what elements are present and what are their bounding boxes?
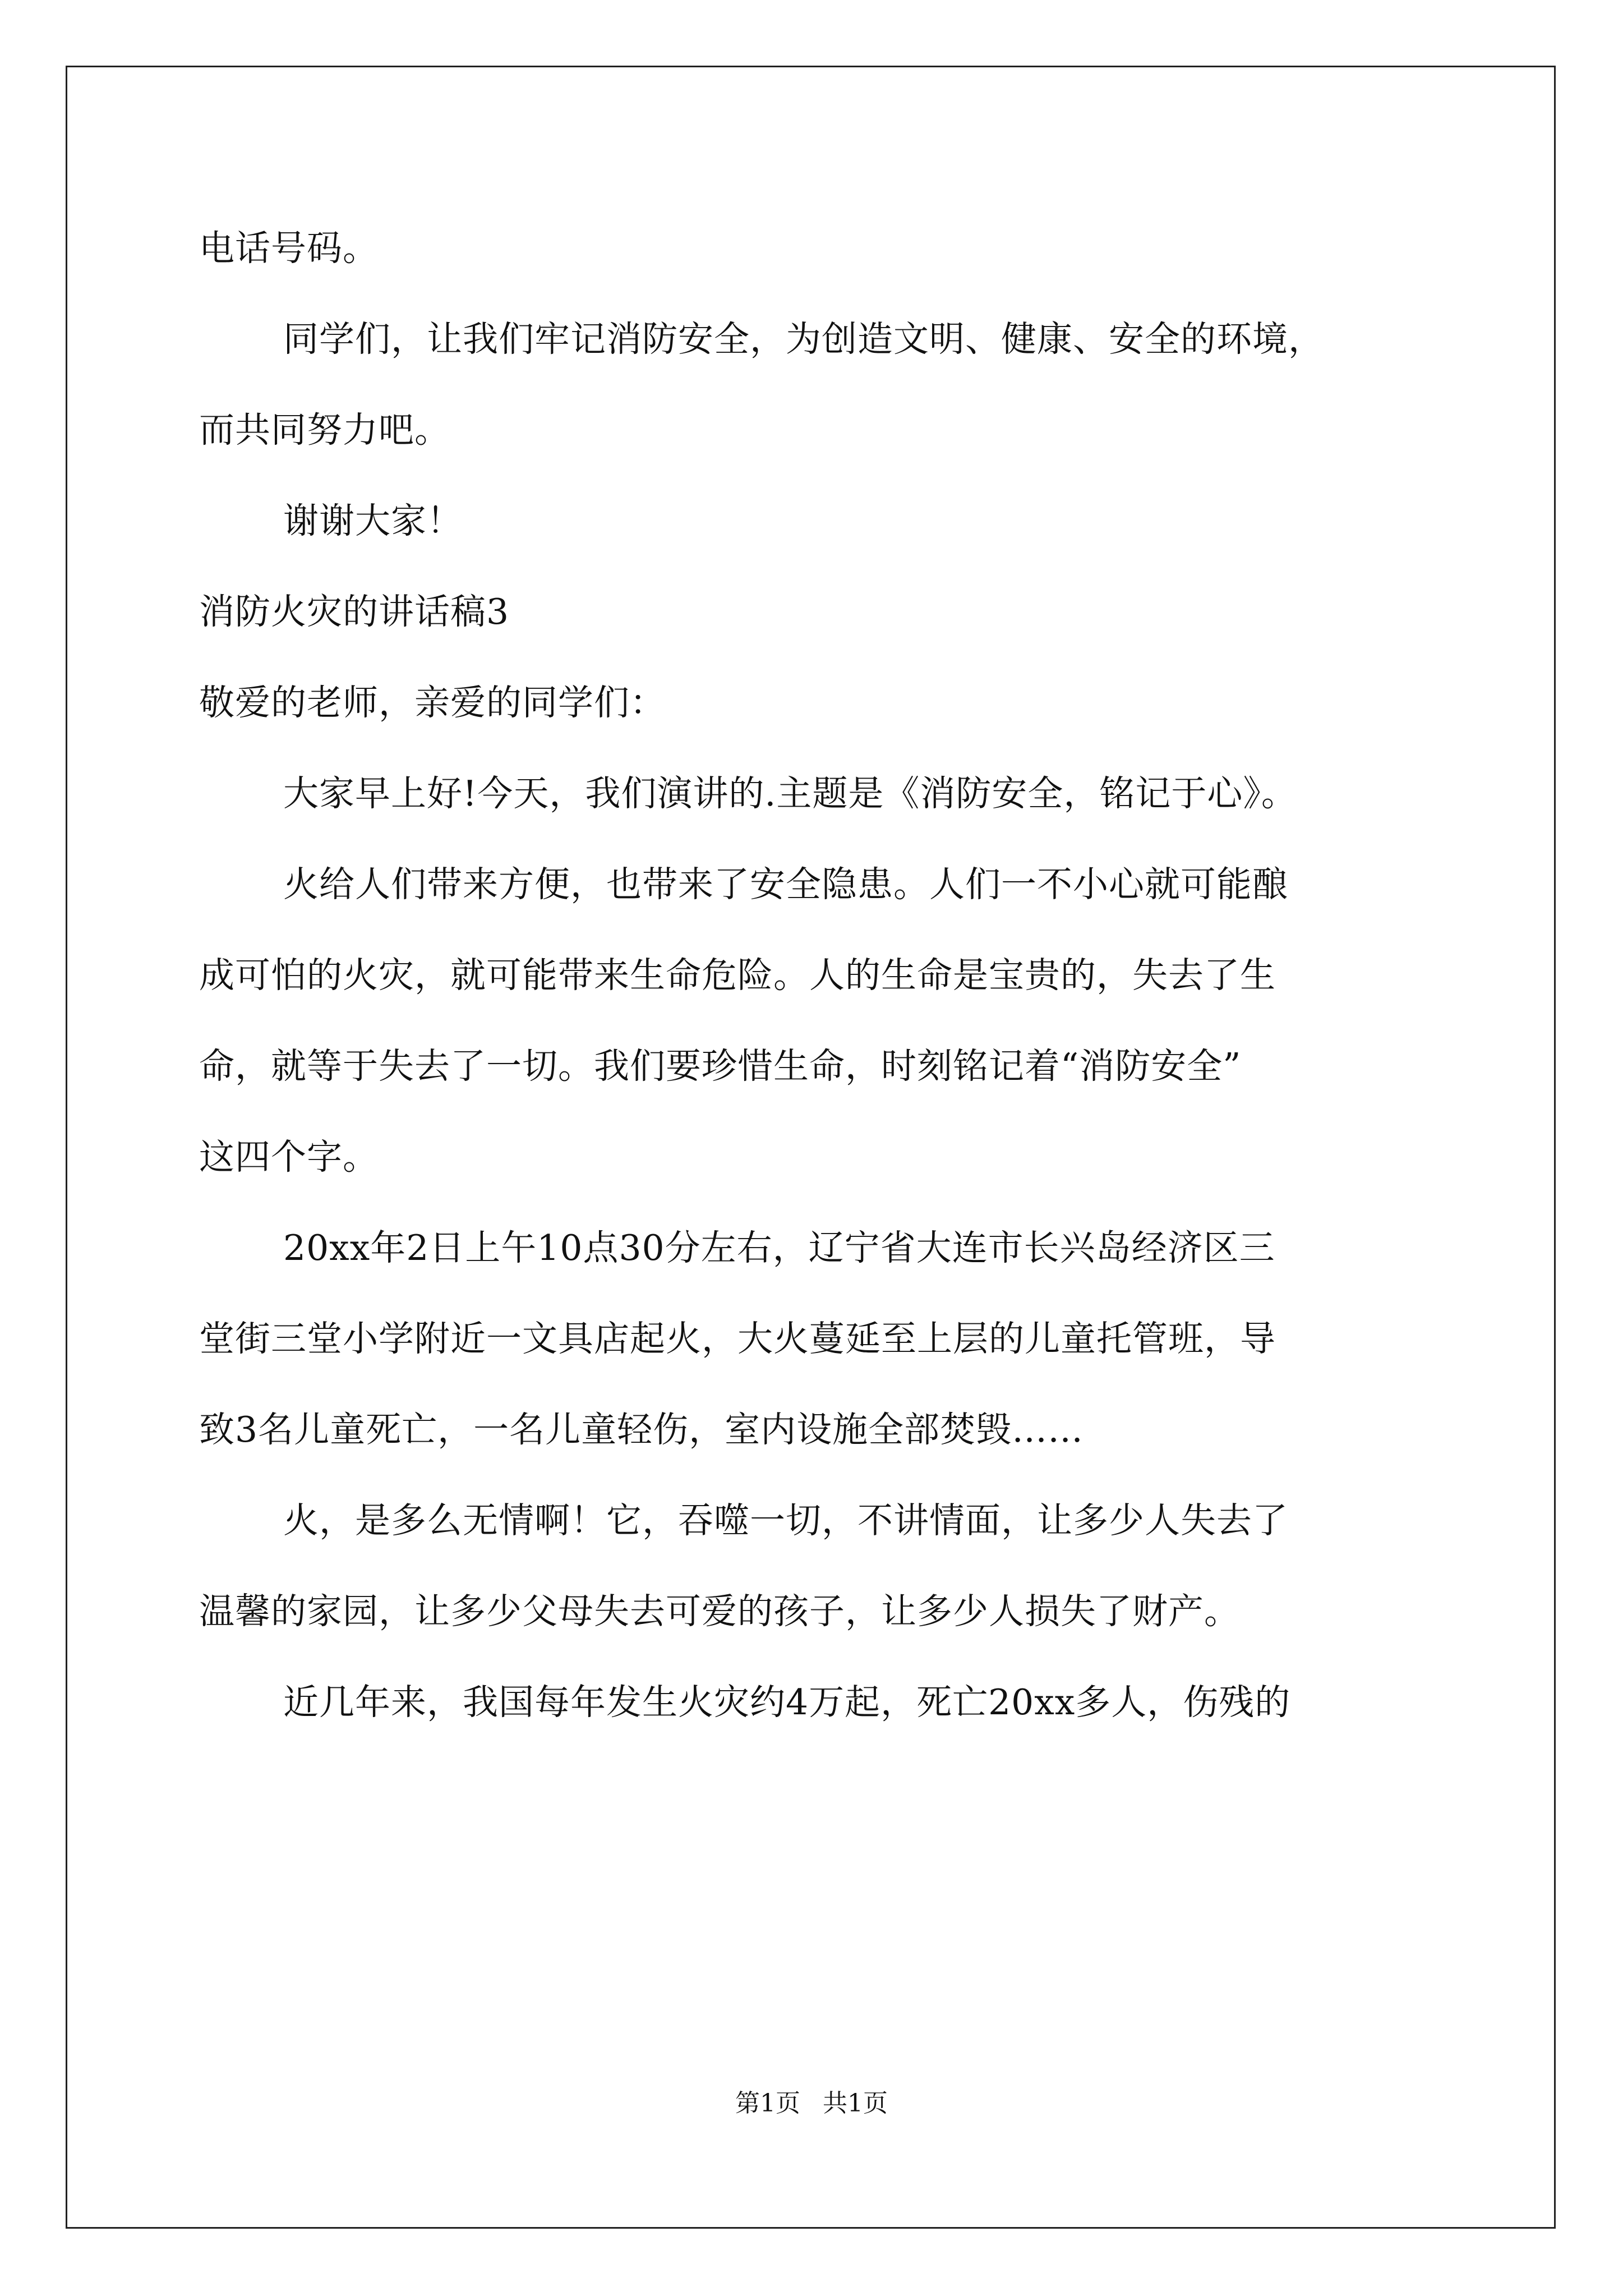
text-line-paragraph-start: 近几年来，我国每年发生火灾约4万起，死亡20xx多人，伤残的 [283,1682,1291,1723]
text-line: 成可怕的火灾，就可能带来生命危险。人的生命是宝贵的，失去了生 [199,955,1276,996]
text-line-paragraph-start: 同学们，让我们牢记消防安全，为创造文明、健康、安全的环境， [283,319,1324,360]
text-line-continuation: 电话号码。 [199,228,379,269]
page-footer [0,2087,1623,2120]
salutation: 敬爱的老师，亲爱的同学们： [199,682,666,723]
text-line: 而共同努力吧。 [199,409,450,450]
text-line-paragraph-start: 火，是多么无情啊！它，吞噬一切，不讲情面，让多少人失去了 [283,1500,1288,1541]
text-line: 堂街三堂小学附近一文具店起火，大火蔓延至上层的儿童托管班，导 [199,1318,1276,1359]
section-title: 消防火灾的讲话稿3 [199,591,510,632]
text-line: 这四个字。 [199,1137,379,1177]
page-total: 共1页 [823,2089,888,2118]
text-line: 致3名儿童死亡，一名儿童轻伤，室内设施全部焚毁…… [199,1409,1084,1450]
text-line-paragraph-start: 大家早上好!今天，我们演讲的.主题是《消防安全，铭记于心》。 [283,773,1297,814]
text-line-closing: 谢谢大家！ [283,500,463,541]
text-line-paragraph-start: 火给人们带来方便，也带来了安全隐患。人们一不小心就可能酿 [283,864,1288,905]
text-line: 命，就等于失去了一切。我们要珍惜生命，时刻铭记着“消防安全” [199,1046,1242,1087]
text-line-paragraph-start: 20xx年2日上午10点30分左右，辽宁省大连市长兴岛经济区三 [283,1227,1275,1268]
text-line: 温馨的家园，让多少父母失去可爱的孩子，让多少人损失了财产。 [199,1591,1240,1632]
page-number: 第1页 [735,2089,800,2118]
